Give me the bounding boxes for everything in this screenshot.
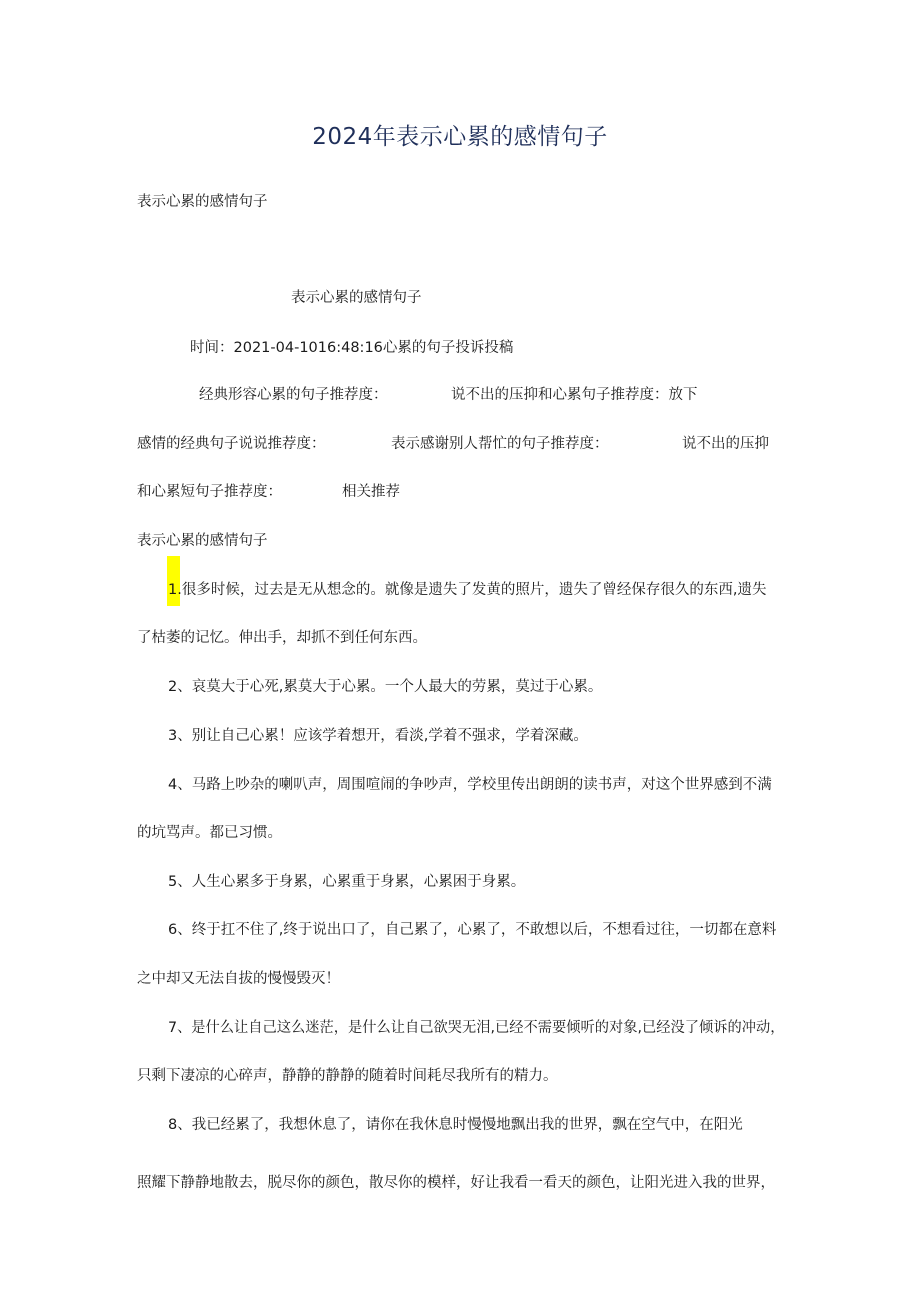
item-6-line-2: 之中却又无法自拔的慢慢毁灭！ xyxy=(137,971,340,987)
item-4-line-1: 4、马路上吵杂的喇叭声，周围喧闹的争吵声，学校里传出朗朗的读书声，对这个世界感到不满 xyxy=(168,777,772,793)
item-8-line-1: 8、我已经累了，我想休息了，请你在我休息时慢慢地飘出我的世界，飘在空气中，在阳光 xyxy=(168,1117,743,1133)
document-title: 2024年表示心累的感情句子 xyxy=(312,124,608,150)
recommend-row2-a[interactable]: 感情的经典句子说说推荐度： xyxy=(137,436,326,452)
item-6-line-1: 6、终于扛不住了,终于说出口了，自己累了，心累了，不敢想以后，不想看过往，一切都在意料 xyxy=(168,922,777,938)
meta-line: 时间：2021-04-1016:48:16心累的句子投诉投稿 xyxy=(190,340,514,356)
item-4-line-2: 的坑骂声。都已习惯。 xyxy=(137,825,282,841)
item-7-line-2: 只剩下凄凉的心碎声，静静的静静的随着时间耗尽我所有的精力。 xyxy=(137,1068,558,1084)
item-2: 2、哀莫大于心死,累莫大于心累。一个人最大的劳累，莫过于心累。 xyxy=(168,679,603,695)
recommend-row3-a[interactable]: 和心累短句子推荐度： xyxy=(137,484,282,500)
item-7-line-1: 7、是什么让自己这么迷茫，是什么让自己欲哭无泪,已经不需要倾听的对象,已经没了倾诉的冲动， xyxy=(168,1020,785,1036)
item-3: 3、别让自己心累！应该学着想开，看淡,学着不强求，学着深藏。 xyxy=(168,728,588,744)
subtitle: 表示心累的感情句子 xyxy=(137,194,268,210)
recommend-row2-c[interactable]: 说不出的压抑 xyxy=(682,436,769,452)
item-8-line-2: 照耀下静静地散去，脱尽你的颜色，散尽你的模样，好让我看一看天的颜色，让阳光进入我的世界， xyxy=(137,1175,775,1191)
recommend-row1-b[interactable]: 说不出的压抑和心累句子推荐度：放下 xyxy=(451,387,698,403)
related-recommend-link[interactable]: 相关推荐 xyxy=(342,484,400,500)
section-heading: 表示心累的感情句子 xyxy=(137,533,268,549)
item-1-line-1 xyxy=(168,580,766,600)
recommend-row2-b[interactable]: 表示感谢别人帮忙的句子推荐度： xyxy=(391,436,609,452)
item-1-text: 很多时候，过去是无从想念的。就像是遗失了发黄的照片，遗失了曾经保存很久的东西,遗失 xyxy=(181,582,767,598)
item-5: 5、人生心累多于身累，心累重于身累，心累困于身累。 xyxy=(168,874,526,890)
recommend-row1-a[interactable]: 经典形容心累的句子推荐度： xyxy=(199,387,388,403)
item-1-line-2: 了枯萎的记忆。伸出手，却抓不到任何东西。 xyxy=(137,630,427,646)
item-1-number: 1. xyxy=(168,582,182,598)
center-heading: 表示心累的感情句子 xyxy=(291,290,422,306)
